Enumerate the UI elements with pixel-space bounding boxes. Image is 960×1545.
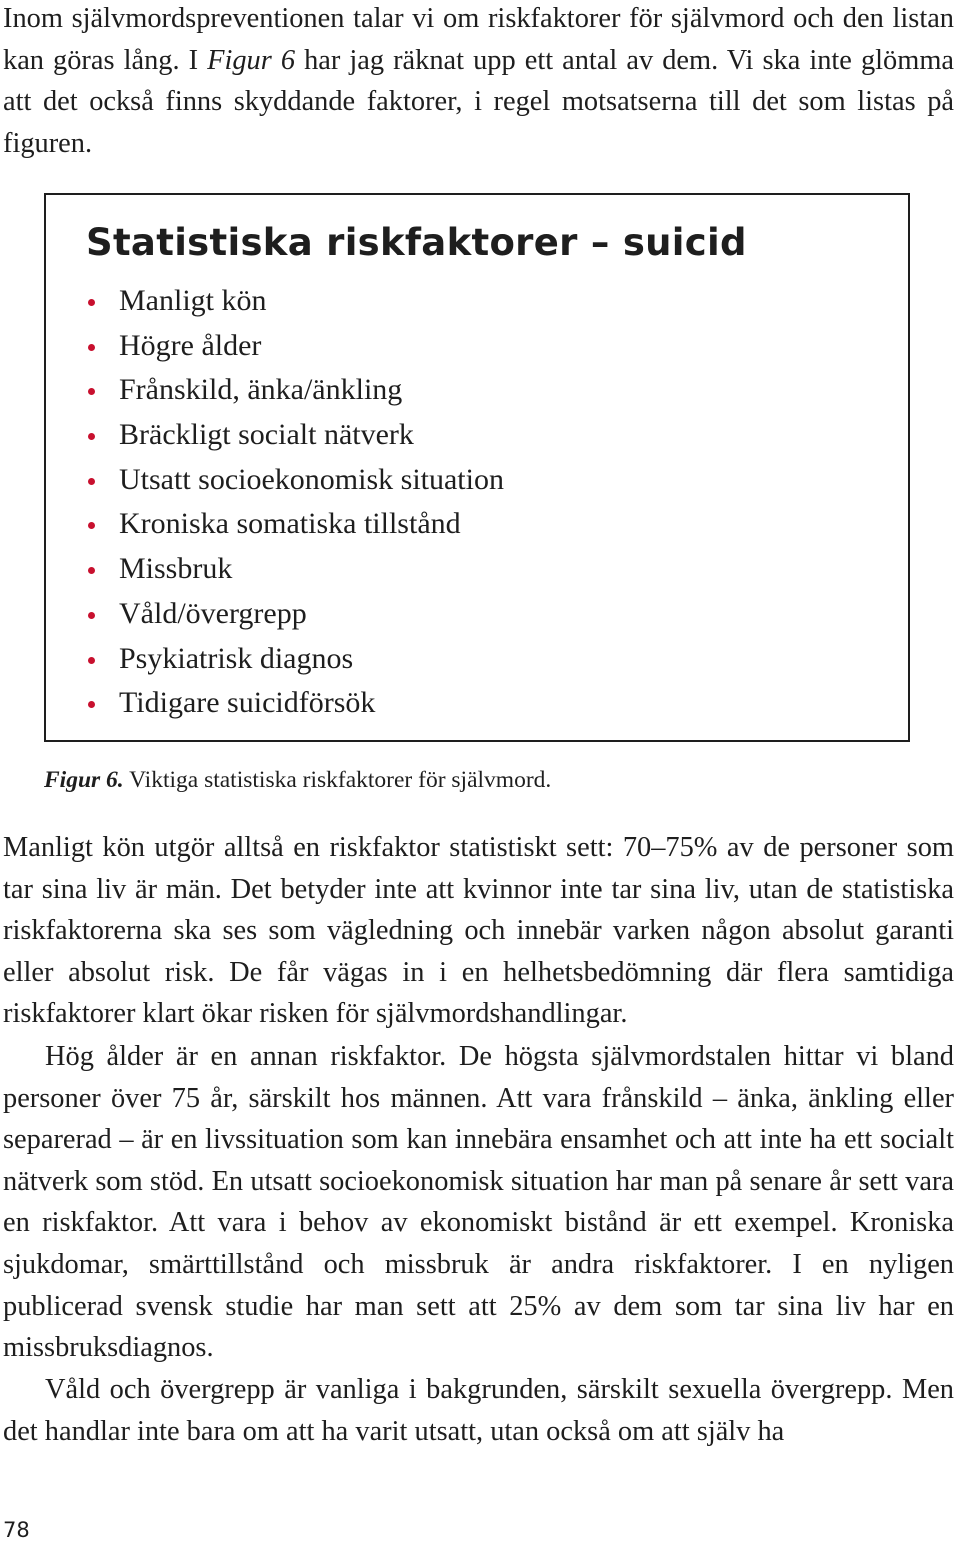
bullet-icon [88,344,95,351]
list-item [86,413,504,458]
intro-paragraph [3,0,954,164]
page-number: 78 [3,1518,30,1542]
list-item [86,681,504,726]
bullet-icon [88,433,95,440]
bullet-icon [88,299,95,306]
risk-factor-list [86,279,504,726]
body-paragraph-1: Manligt kön utgör alltså en riskfaktor statistiskt sett: 70–75% av de personer som tar sina liv är män. Det betyder inte att kvinnor inte tar sina liv, utan de statistiska riskfaktorerna ska ses som vägledning och innebär varken någon absolut garanti eller absolut risk. De får vägas in i en helhetsbedömning där flera samtidiga riskfaktorer klart ökar risken för självmordshandlingar. [3,832,954,1030]
list-item-label: Kroniska somatiska tillstånd [119,507,461,541]
bullet-icon [88,478,95,485]
list-item [86,547,504,592]
list-item-label: Tidigare suicidförsök [119,686,376,720]
bullet-icon [88,522,95,529]
list-item-label: Utsatt socioekonomisk situation [119,462,504,496]
figure-caption [44,764,551,796]
list-item-label: Våld/övergrepp [119,596,307,630]
intro-text-after-reference: har jag räknat upp ett antal av dem. Vi ska inte glömma att det också finns skyddande faktorer, i regel motsatserna till det som listas på figuren. [3,44,954,159]
body-paragraph-3: Våld och övergrepp är vanliga i bakgrunden, särskilt sexuella övergrepp. Men det handlar inte bara om att ha varit utsatt, utan också om att själv ha [3,1374,954,1447]
list-item-label: Psykiatrisk diagnos [119,641,354,675]
bullet-icon [88,388,95,395]
figure-caption-label: Figur 6. [44,767,124,793]
list-item [86,502,504,547]
figure-caption-text: Viktiga statistiska riskfaktorer för självmord. [123,767,552,793]
list-item-label: Frånskild, änka/änkling [119,373,403,407]
list-item [86,592,504,637]
list-item [86,368,504,413]
list-item [86,279,504,324]
list-item [86,637,504,682]
risk-factor-figure [44,193,910,742]
intro-text-before-reference: Inom självmordspreventionen talar vi om riskfaktorer för självmord och den listan kan göras lång. I [3,3,954,76]
list-item [86,324,504,369]
list-item-label: Bräckligt socialt nätverk [119,418,414,452]
bullet-icon [88,612,95,619]
figure-title: Statistiska riskfaktorer – suicid [86,221,747,264]
bullet-icon [88,701,95,708]
body-paragraph-2: Hög ålder är en annan riskfaktor. De högsta självmordstalen hittar vi bland personer över 75 år, särskilt hos männen. Att vara frånskild – änka, änkling eller separerad – är en livssituation som kan innebära ensamhet och att inte ha ett socialt nätverk som stöd. En utsatt socioekonomisk situation har man på senare år sett vara en riskfaktor. Att vara i behov av ekonomiskt bistånd är ett exempel. Kroniska sjukdomar, smärttillstånd och missbruk är andra riskfaktorer. I en nyligen publicerad svensk studie har man sett att 25% av dem som tar sina liv har en missbruksdiagnos. [3,1041,954,1364]
list-item [86,458,504,503]
list-item-label: Manligt kön [119,284,267,317]
list-item-label: Högre ålder [119,328,262,362]
bullet-icon [88,567,95,574]
list-item-label: Missbruk [119,552,233,586]
bullet-icon [88,657,95,664]
figure-reference: Figur 6 [207,44,296,76]
